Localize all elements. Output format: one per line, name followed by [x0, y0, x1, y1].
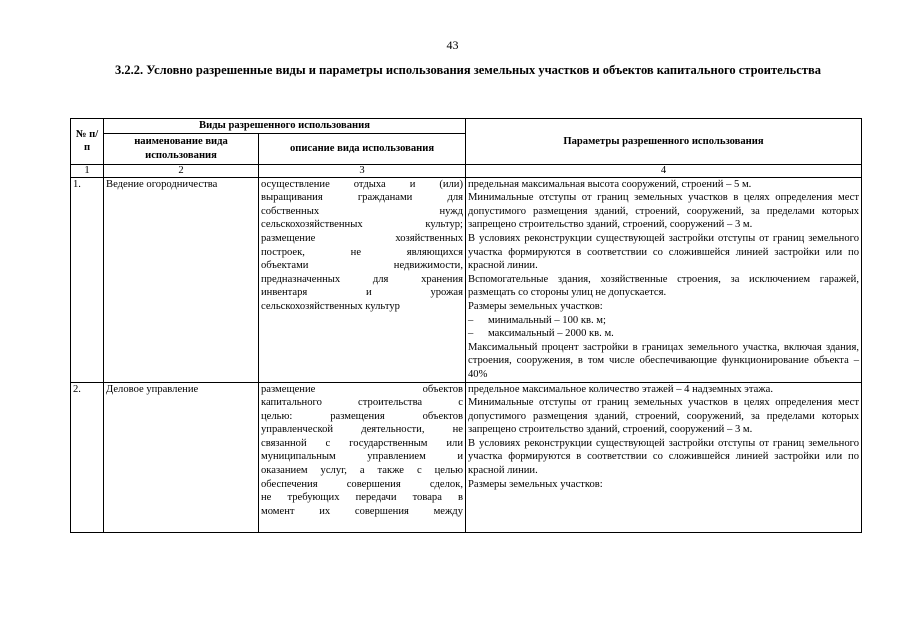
max-height-param: предельная максимальная высота сооружений, строений – 5 м.	[468, 178, 752, 190]
description-line: сельскохозяйственных культур	[261, 300, 400, 312]
description-line: выращивания гражданами для	[261, 192, 463, 204]
section-number: 3.2.2.	[115, 63, 144, 77]
table-row	[71, 382, 862, 532]
description-line: размещение хозяйственных	[261, 232, 463, 244]
description-line: размещение объектов	[261, 383, 463, 395]
header-row-1	[71, 119, 862, 134]
page-number: 43	[446, 38, 459, 52]
col-number: 4	[466, 164, 862, 177]
description-line: капитального строительства с	[261, 397, 463, 409]
description-line: построек, не являющихся	[261, 246, 463, 258]
use-description	[259, 382, 466, 532]
max-coverage-param: Максимальный процент застройки в границах земельного участка, включая здания, строения, сооружения, в том числе обеспечивающие функционирование объекта – 40%	[468, 341, 859, 380]
description-line: управленческой деятельности, не	[261, 424, 463, 436]
reconstruction-param: В условиях реконструкции существующей застройки отступы от границ земельного участка формируются в соответствии со сложившейся линией застройки или по красной линии.	[468, 232, 859, 272]
description-line: осуществление отдыха и (или)	[261, 178, 463, 190]
header-name: наименование вида использования	[104, 133, 259, 164]
description-line: инвентаря и урожая	[261, 287, 463, 299]
row-number: 2.	[71, 382, 104, 532]
header-num: № п/п	[71, 119, 104, 165]
plot-size-heading: Размеры земельных участков:	[468, 300, 603, 312]
description-line: оказанием услуг, а также с целью	[261, 465, 463, 477]
column-number-row	[71, 164, 862, 177]
description-line: связанной с государственным или	[261, 437, 463, 449]
use-name: Деловое управление	[104, 382, 259, 532]
description-line: обеспечения совершения сделок,	[261, 478, 463, 490]
reconstruction-param: В условиях реконструкции существующей застройки отступы от границ земельного участка формируются в соответствии со сложившейся линией застройки или по красной линии.	[468, 437, 859, 477]
col-number: 2	[104, 164, 259, 177]
plot-size-max: – максимальный – 2000 кв. м.	[468, 327, 859, 341]
use-name: Ведение огородничества	[104, 177, 259, 382]
setback-param: Минимальные отступы от границ земельных участков в целях определения мест допустимого размещения зданий, строений, сооружений, за пределами которых запрещено строительство зданий, строений, сооружений – 3 м.	[468, 192, 859, 231]
parameters-clip	[468, 383, 859, 532]
description-line: муниципальным управлением и	[261, 451, 463, 463]
section-title-text: Условно разрешенные виды и параметры использования земельных участков и объектов капитального строительства	[146, 63, 821, 77]
description-line: объектами недвижимости,	[261, 260, 463, 272]
description-line: сельскохозяйственных культур;	[261, 219, 463, 231]
header-description: описание вида использования	[259, 133, 466, 164]
auxiliary-buildings-param: Вспомогательные здания, хозяйственные строения, за исключением гаражей, размещать со стороны улиц не допускается.	[468, 273, 859, 299]
description-line: предназначенных для хранения	[261, 273, 463, 285]
col-number: 3	[259, 164, 466, 177]
header-group: Виды разрешенного использования	[104, 119, 466, 134]
land-use-table	[70, 118, 862, 533]
section-title	[75, 62, 860, 78]
col-number: 1	[71, 164, 104, 177]
setback-param: Минимальные отступы от границ земельных участков в целях определения мест допустимого размещения зданий, строений, сооружений, за пределами которых запрещено строительство зданий, строений, сооружений – 3 м.	[468, 397, 859, 436]
use-parameters	[466, 382, 862, 532]
use-parameters	[466, 177, 862, 382]
description-line: не требующих передачи товара в	[261, 492, 463, 504]
row-number: 1.	[71, 177, 104, 382]
description-line: целью: размещения объектов	[261, 410, 463, 422]
plot-size-heading: Размеры земельных участков:	[468, 478, 603, 490]
plot-size-min: – минимальный – 100 кв. м;	[468, 314, 859, 328]
header-params: Параметры разрешенного использования	[466, 119, 862, 165]
description-line: момент их совершения между	[261, 505, 463, 517]
description-clip	[261, 383, 463, 532]
max-floors-param: предельное максимальное количество этажей – 4 надземных этажа.	[468, 383, 773, 395]
use-description	[259, 177, 466, 382]
description-line: собственных нужд	[261, 205, 463, 217]
table-row	[71, 177, 862, 382]
